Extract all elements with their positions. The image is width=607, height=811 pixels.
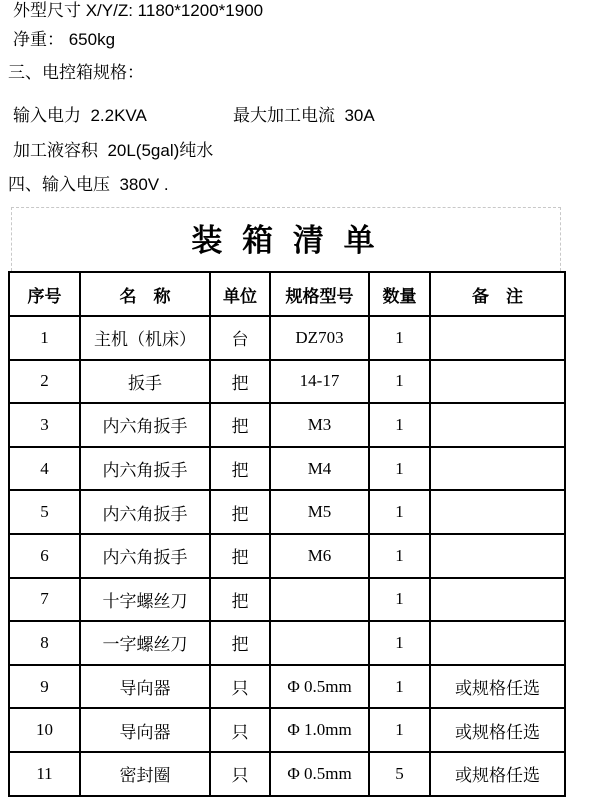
table-cell: M5 bbox=[270, 490, 369, 534]
table-row bbox=[9, 621, 565, 665]
table-cell bbox=[270, 578, 369, 622]
table-cell bbox=[430, 621, 565, 665]
table-cell: 一字螺丝刀 bbox=[80, 621, 210, 665]
table-cell: 把 bbox=[210, 360, 270, 404]
table-cell: 主机（机床） bbox=[80, 316, 210, 360]
table-cell bbox=[430, 316, 565, 360]
table-row bbox=[9, 316, 565, 360]
table-cell: 把 bbox=[210, 403, 270, 447]
table-cell: 1 bbox=[369, 316, 430, 360]
table-cell: 扳手 bbox=[80, 360, 210, 404]
table-cell: 14-17 bbox=[270, 360, 369, 404]
table-cell: 1 bbox=[369, 665, 430, 709]
table-cell: 把 bbox=[210, 534, 270, 578]
table-row bbox=[9, 490, 565, 534]
table-cell: 或规格任选 bbox=[430, 752, 565, 796]
table-cell: 把 bbox=[210, 490, 270, 534]
table-cell: 只 bbox=[210, 752, 270, 796]
table-cell: 或规格任选 bbox=[430, 708, 565, 752]
table-cell: 3 bbox=[9, 403, 80, 447]
table-cell bbox=[270, 621, 369, 665]
table-row bbox=[9, 665, 565, 709]
table-cell: 内六角扳手 bbox=[80, 403, 210, 447]
input-power-text: 输入电力 2.2KVA bbox=[13, 106, 147, 125]
section4-voltage-line: 四、输入电压 380V . bbox=[8, 175, 169, 194]
col-header-remark: 备 注 bbox=[430, 272, 565, 316]
table-cell: 6 bbox=[9, 534, 80, 578]
table-row bbox=[9, 534, 565, 578]
table-cell bbox=[430, 534, 565, 578]
table-row bbox=[9, 360, 565, 404]
table-cell: 只 bbox=[210, 665, 270, 709]
dimension-line: 外型尺寸 X/Y/Z: 1180*1200*1900 bbox=[13, 1, 264, 20]
table-cell: 1 bbox=[369, 447, 430, 491]
table-cell: 台 bbox=[210, 316, 270, 360]
table-cell: 4 bbox=[9, 447, 80, 491]
table-cell: 1 bbox=[369, 403, 430, 447]
table-cell: 把 bbox=[210, 447, 270, 491]
col-header-name: 名 称 bbox=[80, 272, 210, 316]
packing-list-table bbox=[8, 271, 566, 797]
table-cell: Φ 1.0mm bbox=[270, 708, 369, 752]
table-cell: Φ 0.5mm bbox=[270, 665, 369, 709]
fluid-capacity-line: 加工液容积 20L(5gal)纯水 bbox=[13, 141, 214, 160]
table-row bbox=[9, 578, 565, 622]
table-cell bbox=[430, 360, 565, 404]
title-boundary-box bbox=[11, 207, 561, 271]
table-cell bbox=[430, 578, 565, 622]
table-cell: 1 bbox=[369, 490, 430, 534]
section3-heading: 三、电控箱规格： bbox=[8, 63, 144, 82]
table-cell: 1 bbox=[369, 621, 430, 665]
table-row bbox=[9, 403, 565, 447]
table-cell bbox=[430, 447, 565, 491]
table-cell: 9 bbox=[9, 665, 80, 709]
packing-list-title: 装 箱 清 单 bbox=[191, 223, 381, 258]
table-row bbox=[9, 752, 565, 796]
table-cell: 把 bbox=[210, 578, 270, 622]
table-cell: 只 bbox=[210, 708, 270, 752]
col-header-unit: 单位 bbox=[210, 272, 270, 316]
table-cell: 内六角扳手 bbox=[80, 534, 210, 578]
table-cell: DZ703 bbox=[270, 316, 369, 360]
table-cell: 十字螺丝刀 bbox=[80, 578, 210, 622]
table-cell: 5 bbox=[369, 752, 430, 796]
table-cell: 2 bbox=[9, 360, 80, 404]
table-cell: M4 bbox=[270, 447, 369, 491]
table-cell: Φ 0.5mm bbox=[270, 752, 369, 796]
table-cell: 内六角扳手 bbox=[80, 447, 210, 491]
table-cell bbox=[430, 490, 565, 534]
table-cell: 8 bbox=[9, 621, 80, 665]
table-row bbox=[9, 708, 565, 752]
net-weight-line: 净重： 650kg bbox=[13, 30, 116, 49]
table-cell: 内六角扳手 bbox=[80, 490, 210, 534]
table-cell: 5 bbox=[9, 490, 80, 534]
table-cell bbox=[430, 403, 565, 447]
table-cell: 导向器 bbox=[80, 708, 210, 752]
table-cell: 密封圈 bbox=[80, 752, 210, 796]
table-row bbox=[9, 447, 565, 491]
header-row bbox=[9, 272, 565, 316]
table-cell: 10 bbox=[9, 708, 80, 752]
table-cell: 或规格任选 bbox=[430, 665, 565, 709]
col-header-seq: 序号 bbox=[9, 272, 80, 316]
table-cell: 1 bbox=[9, 316, 80, 360]
table-cell: 1 bbox=[369, 578, 430, 622]
table-cell: 11 bbox=[9, 752, 80, 796]
col-header-qty: 数量 bbox=[369, 272, 430, 316]
table-cell: 把 bbox=[210, 621, 270, 665]
table-cell: 导向器 bbox=[80, 665, 210, 709]
table-cell: M3 bbox=[270, 403, 369, 447]
table-cell: 7 bbox=[9, 578, 80, 622]
table-cell: 1 bbox=[369, 360, 430, 404]
table-cell: 1 bbox=[369, 534, 430, 578]
table-cell: M6 bbox=[270, 534, 369, 578]
col-header-spec: 规格型号 bbox=[270, 272, 369, 316]
table-cell: 1 bbox=[369, 708, 430, 752]
max-current-text: 最大加工电流 30A bbox=[233, 106, 375, 125]
